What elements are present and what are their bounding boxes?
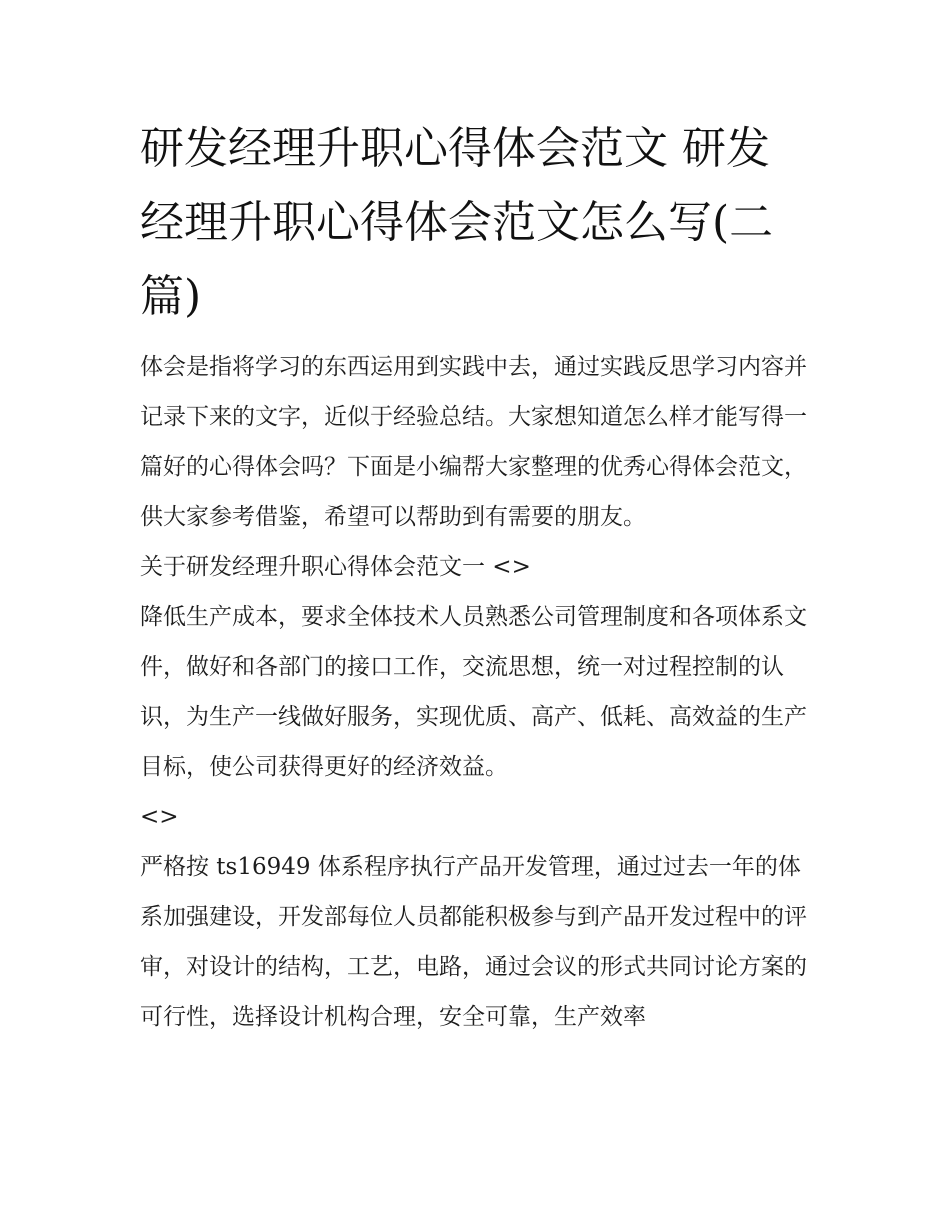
document-body [140, 342, 812, 1042]
body-paragraph: 严格按 ts16949 体系程序执行产品开发管理，通过过去一年的体系加强建设，开发部每位人员都能积极参与到产品开发过程中的评审，对设计的结构，工艺，电路，通过会议的形式共同讨论方案的可行性，选择设计机构合理，安全可靠，生产效率 [140, 854, 807, 1030]
intro-paragraph: 体会是指将学习的东西运用到实践中去，通过实践反思学习内容并记录下来的文字，近似于经验总结。大家想知道怎么样才能写得一篇好的心得体会吗？下面是小编帮大家整理的优秀心得体会范文，供大家参考借鉴，希望可以帮助到有需要的朋友。 [140, 354, 807, 530]
section-heading: 关于研发经理升职心得体会范文一 <> [140, 554, 531, 580]
document-page [140, 112, 812, 1042]
document-title: 研发经理升职心得体会范文 研发经理升职心得体会范文怎么写(二篇) [140, 123, 774, 322]
placeholder-marker: <> [140, 804, 179, 830]
body-paragraph: 降低生产成本，要求全体技术人员熟悉公司管理制度和各项体系文件，做好和各部门的接口工作，交流思想，统一对过程控制的认识，为生产一线做好服务，实现优质、高产、低耗、高效益的生产目标，使公司获得更好的经济效益。 [140, 604, 807, 780]
